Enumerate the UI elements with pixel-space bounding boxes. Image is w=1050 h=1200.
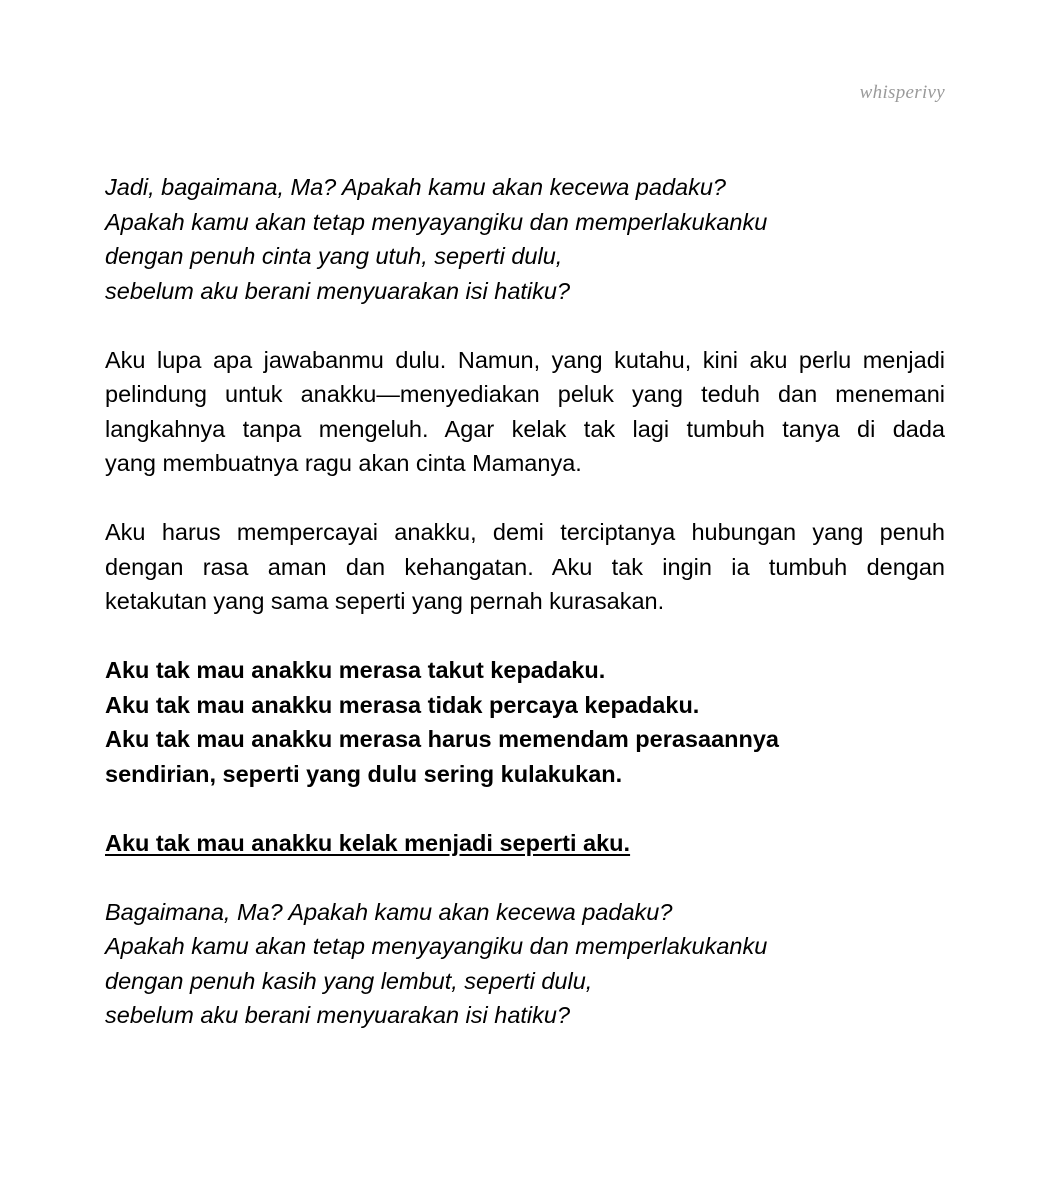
paragraph-protector <box>105 343 945 481</box>
stanza-line: sebelum aku berani menyuarakan isi hatiku? <box>105 277 571 304</box>
stanza-line: Apakah kamu akan tetap menyayangiku dan memperlakukanku <box>105 208 768 235</box>
document-body <box>105 170 945 1067</box>
stanza-line: dengan penuh cinta yang utuh, seperti dulu, <box>105 243 563 269</box>
paragraph-trust <box>105 515 945 619</box>
bold-line: Aku tak mau anakku merasa takut kepadaku. <box>105 657 606 683</box>
bold-line: Aku tak mau anakku merasa harus memendam perasaannya <box>105 726 779 752</box>
paragraph-line: Aku lupa apa jawabanmu dulu. Namun, yang kutahu, kini aku perlu menjadi <box>105 346 945 373</box>
closing-stanza <box>105 895 945 1033</box>
stanza-line: Apakah kamu akan tetap menyayangiku dan memperlakukanku <box>105 933 768 959</box>
paragraph-line: dengan rasa aman dan kehangatan. Aku tak ingin ia tumbuh dengan <box>105 553 945 580</box>
paragraph-line: ketakutan yang sama seperti yang pernah kurasakan. <box>105 588 665 614</box>
paragraph-line: Aku harus mempercayai anakku, demi terciptanya hubungan yang penuh <box>105 519 945 545</box>
stanza-line: sebelum aku berani menyuarakan isi hatiku? <box>105 1002 571 1028</box>
stanza-line: dengan penuh kasih yang lembut, seperti dulu, <box>105 967 593 994</box>
paragraph-line: pelindung untuk anakku—menyediakan peluk yang teduh dan menemani <box>105 381 945 407</box>
opening-stanza <box>105 170 945 308</box>
bold-line: sendirian, seperti yang dulu sering kulakukan. <box>105 760 623 787</box>
author-watermark: whisperivy <box>859 82 945 103</box>
paragraph-line: yang membuatnya ragu akan cinta Mamanya. <box>105 450 582 476</box>
paragraph-line: langkahnya tanpa mengeluh. Agar kelak tak lagi tumbuh tanya di dada <box>105 415 945 442</box>
emphasis-block <box>105 826 945 861</box>
bold-stanza <box>105 653 945 791</box>
bold-line: Aku tak mau anakku merasa tidak percaya kepadaku. <box>105 691 700 718</box>
stanza-line: Jadi, bagaimana, Ma? Apakah kamu akan kecewa padaku? <box>105 174 726 200</box>
underlined-emphasis-line: Aku tak mau anakku kelak menjadi seperti aku. <box>105 829 631 856</box>
stanza-line: Bagaimana, Ma? Apakah kamu akan kecewa padaku? <box>105 898 673 925</box>
